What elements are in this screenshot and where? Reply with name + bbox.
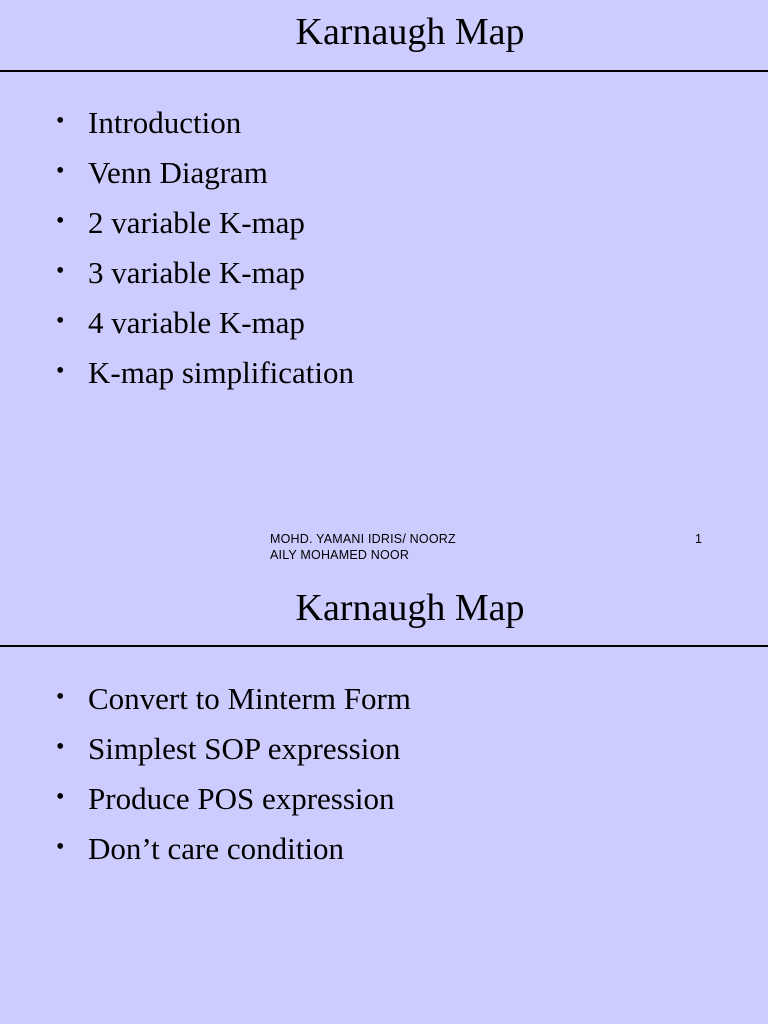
bullet-text: Don’t care condition xyxy=(88,831,344,866)
bullet-text: Introduction xyxy=(88,105,242,140)
bullet-icon: • xyxy=(56,784,65,810)
title-divider xyxy=(0,645,768,647)
bullet-icon: • xyxy=(56,258,65,284)
bullet-icon: • xyxy=(56,834,65,860)
page-number: 1 xyxy=(695,532,702,546)
bullet-icon: • xyxy=(56,158,65,184)
bullet-text: 3 variable K-map xyxy=(88,255,305,290)
bullet-text: Simplest SOP expression xyxy=(88,731,401,766)
slide-2 xyxy=(0,576,768,1024)
slide-title: Karnaugh Map xyxy=(295,587,525,629)
bullet-icon: • xyxy=(56,208,65,234)
bullet-text: Produce POS expression xyxy=(88,781,395,816)
bullet-text: K-map simplification xyxy=(88,355,355,390)
bullet-text: 4 variable K-map xyxy=(88,305,305,340)
bullet-text: Convert to Minterm Form xyxy=(88,681,411,716)
slide-title: Karnaugh Map xyxy=(295,11,525,53)
title-divider xyxy=(0,70,768,72)
bullet-icon: • xyxy=(56,684,65,710)
bullet-text: 2 variable K-map xyxy=(88,205,305,240)
footer-author-line-2: AILY MOHAMED NOOR xyxy=(270,548,410,562)
footer-author-line-1: MOHD. YAMANI IDRIS/ NOORZ xyxy=(270,532,456,546)
slide-footer-author xyxy=(270,531,456,563)
bullet-icon: • xyxy=(56,108,65,134)
bullet-text: Venn Diagram xyxy=(88,155,268,190)
bullet-icon: • xyxy=(56,734,65,760)
bullet-icon: • xyxy=(56,358,65,384)
bullet-icon: • xyxy=(56,308,65,334)
